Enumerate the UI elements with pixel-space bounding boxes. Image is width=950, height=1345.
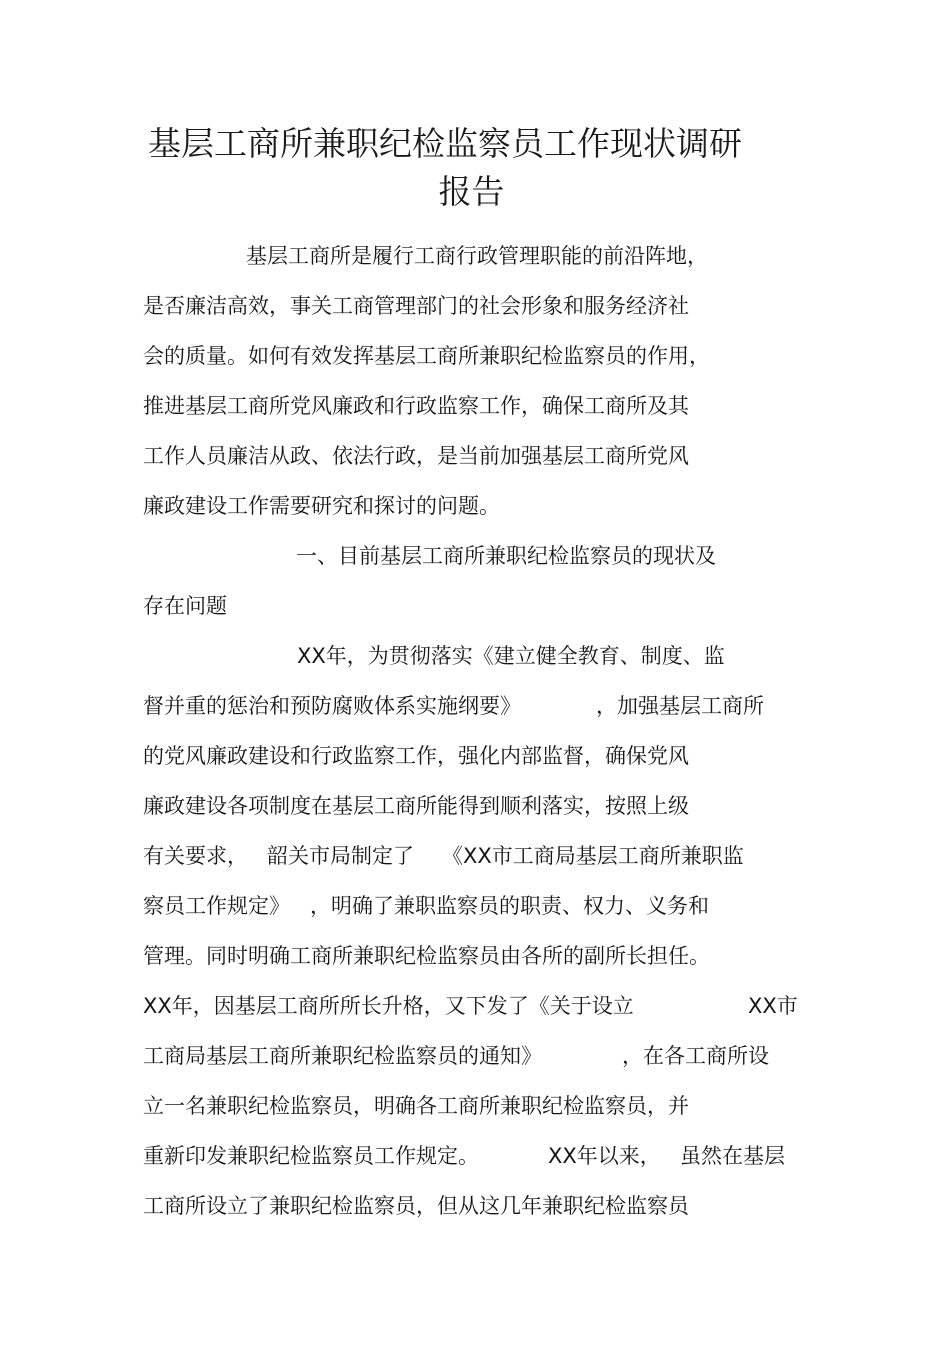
section1-line: XX年，为贯彻落实《建立健全教育、制度、监 — [297, 644, 725, 668]
section1-line: 察员工作规定》 — [143, 894, 290, 918]
section1-line: 韶关市局制定了 — [267, 844, 414, 868]
section1-line: ，加强基层工商所 — [596, 694, 764, 718]
section1-line: XX年以来， — [548, 1144, 661, 1168]
section1-line: ，明确了兼职监察员的职责、权力、义务和 — [310, 894, 709, 918]
intro-line-6: 廉政建设工作需要研究和探讨的问题。 — [143, 494, 500, 518]
document-title-line-2: 报告 — [438, 172, 505, 211]
section1-line: 管理。同时明确工商所兼职纪检监察员由各所的副所长担任。 — [143, 944, 710, 968]
section1-line: ，在各工商所设 — [622, 1044, 769, 1068]
section1-line: XX市 — [748, 994, 798, 1018]
intro-line-3: 会的质量。如何有效发挥基层工商所兼职纪检监察员的作用， — [143, 344, 710, 368]
section1-line: 立一名兼职纪检监察员，明确各工商所兼职纪检监察员，并 — [143, 1094, 689, 1118]
section1-line: 督并重的惩治和预防腐败体系实施纲要》 — [143, 694, 521, 718]
section1-line: 廉政建设各项制度在基层工商所能得到顺利落实，按照上级 — [143, 794, 689, 818]
intro-line-1: 基层工商所是履行工商行政管理职能的前沿阵地， — [246, 244, 708, 268]
section1-line: 工商所设立了兼职纪检监察员，但从这几年兼职纪检监察员 — [143, 1194, 689, 1218]
section1-heading-line-1: 一、目前基层工商所兼职纪检监察员的现状及 — [296, 544, 716, 568]
section1-heading-line-2: 存在问题 — [143, 594, 227, 618]
document-title-line-1: 基层工商所兼职纪检监察员工作现状调研 — [148, 124, 742, 163]
section1-line: 重新印发兼职纪检监察员工作规定。 — [143, 1144, 479, 1168]
section1-line: 《XX市工商局基层工商所兼职监 — [442, 844, 744, 868]
section1-line: 的党风廉政建设和行政监察工作，强化内部监督，确保党风 — [143, 744, 689, 768]
intro-line-5: 工作人员廉洁从政、依法行政，是当前加强基层工商所党风 — [143, 444, 689, 468]
section1-line: 虽然在基层 — [680, 1144, 785, 1168]
section1-line: 工商局基层工商所兼职纪检监察员的通知》 — [143, 1044, 542, 1068]
intro-line-4: 推进基层工商所党风廉政和行政监察工作，确保工商所及其 — [143, 394, 689, 418]
section1-line: XX年，因基层工商所所长升格，又下发了《关于设立 — [143, 994, 634, 1018]
intro-line-2: 是否廉洁高效，事关工商管理部门的社会形象和服务经济社 — [143, 294, 689, 318]
section1-line: 有关要求， — [143, 844, 248, 868]
